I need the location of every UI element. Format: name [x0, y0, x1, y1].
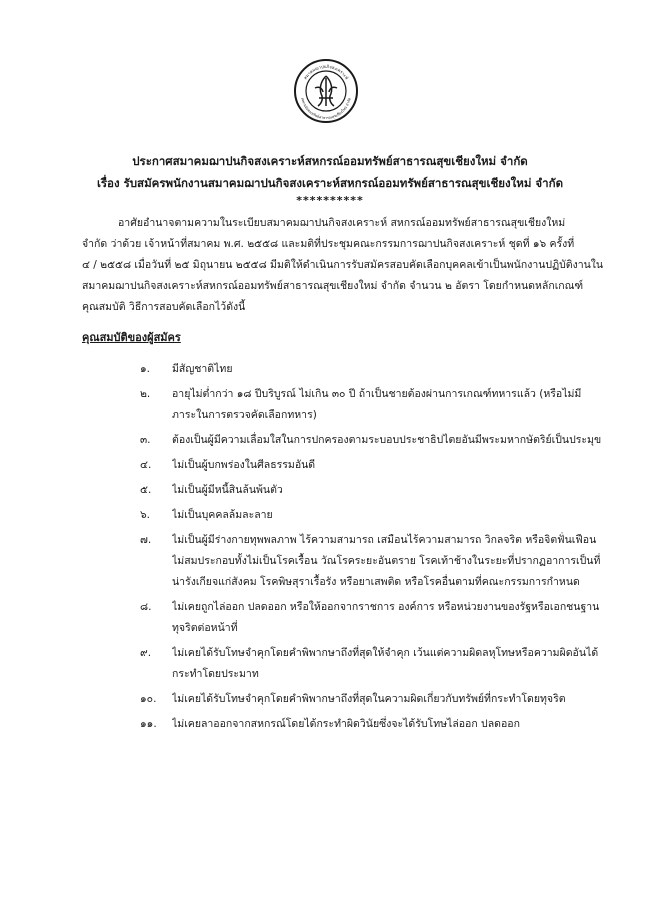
item-text: ไม่เคยถูกไล่ออก ปลดออก หรือให้ออกจากราชการ องค์การ หรือหน่วยงานของรัฐหรือเอกชนฐาน	[172, 601, 600, 613]
association-emblem-icon	[293, 58, 359, 124]
item-text: ภาระในการตรวจคัดเลือกทหาร)	[172, 409, 317, 421]
item-number: ๑๑.	[140, 718, 157, 730]
item-text: ทุจริตต่อหน้าที่	[172, 622, 238, 634]
list-item	[140, 689, 620, 710]
list-item	[140, 480, 620, 501]
qualifications-list	[140, 359, 620, 739]
list-item	[140, 643, 620, 685]
item-number: ๓.	[140, 434, 151, 446]
list-item	[140, 384, 620, 426]
intro-line: สมาคมฌาปนกิจสงเคราะห์สหกรณ์ออมทรัพย์สาธารณสุขเชียงใหม่ จำกัด จำนวน ๒ อัตรา โดยกำหนดหลักเกณฑ์	[82, 280, 584, 292]
item-text: อายุไม่ต่ำกว่า ๑๘ ปีบริบูรณ์ ไม่เกิน ๓๐ ปี ถ้าเป็นชายต้องผ่านการเกณฑ์ทหารแล้ว (หรือไม่มี	[172, 388, 582, 400]
item-text: กระทำโดยประมาท	[172, 668, 259, 680]
item-number: ๖.	[140, 509, 151, 521]
announcement-title: ประกาศสมาคมฌาปนกิจสงเคราะห์สหกรณ์ออมทรัพย์สาธารณสุขเชียงใหม่ จำกัด	[132, 154, 528, 168]
intro-line: ๔ / ๒๕๕๘ เมื่อวันที่ ๒๕ มิถุนายน ๒๕๕๘ มีมติให้ดำเนินการรับสมัครสอบคัดเลือกบุคคลเข้าเป็นพนักงานปฏิบัติงานใน	[82, 259, 604, 271]
item-number: ๗.	[140, 534, 152, 546]
intro-line: อาศัยอำนาจตามความในระเบียบสมาคมฌาปนกิจสงเคราะห์ สหกรณ์ออมทรัพย์สาธารณสุขเชียงใหม่	[118, 217, 566, 229]
item-text: ไม่สมประกอบทั้งไม่เป็นโรคเรื้อน วัณโรคระยะอันตราย โรคเท้าช้างในระยะที่ปรากฏอาการเป็นที่	[172, 555, 601, 567]
item-number: ๙.	[140, 647, 152, 659]
item-text: ไม่เคยได้รับโทษจำคุกโดยคำพิพากษาถึงที่สุดในความผิดเกี่ยวกับทรัพย์ที่กระทำโดยทุจริต	[172, 693, 566, 705]
qualifications-heading: คุณสมบัติของผู้สมัคร	[82, 331, 181, 344]
list-item	[140, 597, 620, 639]
item-text: ไม่เป็นบุคคลล้มละลาย	[172, 509, 273, 521]
svg-text:สมาคมฌาปนกิจสงเคราะห์: สมาคมฌาปนกิจสงเคราะห์	[302, 63, 350, 81]
item-number: ๑๐.	[140, 693, 157, 705]
title-separator-stars: **********	[296, 194, 364, 207]
item-text: ไม่เคยได้รับโทษจำคุกโดยคำพิพากษาถึงที่สุดให้จำคุก เว้นแต่ความผิดลหุโทษหรือความผิดอันได้	[172, 647, 599, 659]
list-item	[140, 430, 620, 451]
list-item	[140, 455, 620, 476]
item-number: ๑.	[140, 363, 151, 375]
item-text: ไม่เป็นผู้บกพร่องในศีลธรรมอันดี	[172, 459, 316, 471]
item-text: ไม่เป็นผู้มีหนี้สินล้นพ้นตัว	[172, 484, 283, 496]
item-text: มีสัญชาติไทย	[172, 363, 233, 375]
item-number: ๔.	[140, 459, 152, 471]
item-number: ๘.	[140, 601, 152, 613]
intro-paragraph	[82, 213, 622, 318]
item-number: ๕.	[140, 484, 152, 496]
item-number: ๒.	[140, 388, 151, 400]
list-item	[140, 530, 620, 593]
item-text: ไม่เคยลาออกจากสหกรณ์โดยได้กระทำผิดวินัยซึ่งจะได้รับโทษไล่ออก ปลดออก	[172, 718, 520, 730]
item-text: น่ารังเกียจแก่สังคม โรคพิษสุราเรื้อรัง หรือยาเสพติด หรือโรคอื่นตามที่คณะกรรมการกำหนด	[172, 576, 580, 588]
svg-text:สหกรณ์ออมทรัพย์สาธารณสุขเชียงใ: สหกรณ์ออมทรัพย์สาธารณสุขเชียงใหม่ จำกัด	[300, 97, 352, 121]
item-text: ต้องเป็นผู้มีความเลื่อมใสในการปกครองตามระบอบประชาธิปไตยอันมีพระมหากษัตริย์เป็นประมุข	[172, 434, 602, 446]
list-item	[140, 359, 620, 380]
list-item	[140, 505, 620, 526]
intro-line: คุณสมบัติ วิธีการสอบคัดเลือกไว้ดังนี้	[82, 301, 246, 313]
list-item	[140, 714, 620, 735]
announcement-subject: เรื่อง รับสมัครพนักงานสมาคมฌาปนกิจสงเคราะห์สหกรณ์ออมทรัพย์สาธารณสุขเชียงใหม่ จำกัด	[96, 176, 564, 190]
intro-line: จำกัด ว่าด้วย เจ้าหน้าที่สมาคม พ.ศ. ๒๕๕๘ และมติที่ประชุมคณะกรรมการฌาปนกิจสงเคราะห์ ชุดที่ ๑๖ ครั้งที่	[82, 238, 575, 250]
item-text: ไม่เป็นผู้มีร่างกายทุพพลภาพ ไร้ความสามารถ เสมือนไร้ความสามารถ วิกลจริต หรือจิตฟั่นเฟือน	[172, 534, 597, 546]
